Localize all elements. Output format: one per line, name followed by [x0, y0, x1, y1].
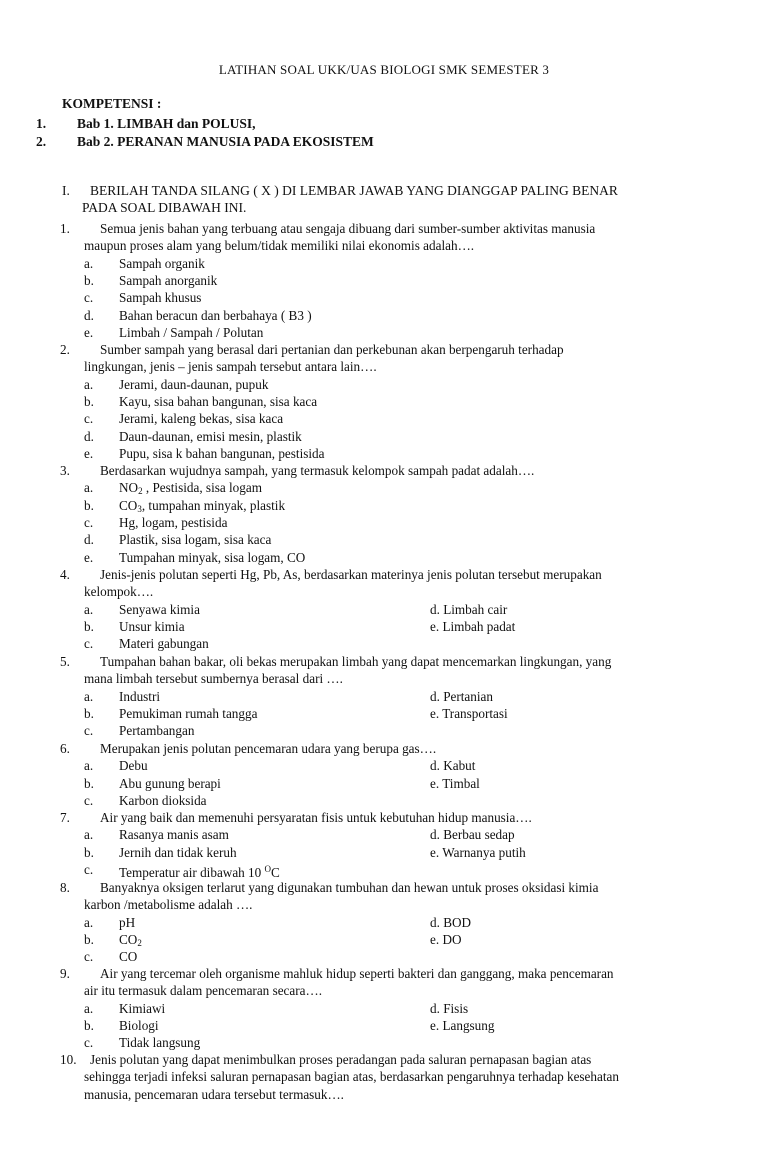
answer-option-right: d. Limbah cair [430, 601, 508, 617]
option-label: a. [84, 758, 94, 774]
question-number: 9. [60, 966, 70, 981]
option-text: Karbon dioksida [119, 792, 207, 808]
option-label: b. [84, 844, 94, 860]
question-text-line: Tumpahan bahan bakar, oli bekas merupakan limbah yang dapat mencemarkan lingkungan, yang [100, 654, 612, 669]
option-label: a. [84, 376, 94, 392]
question-number: 4. [60, 567, 70, 582]
question-text-line: Semua jenis bahan yang terbuang atau sengaja dibuang dari sumber-sumber aktivitas manusia [100, 221, 596, 236]
kompetensi-item-number: 2. [36, 134, 47, 149]
answer-option-right: e. DO [430, 931, 462, 947]
instruction-line: PADA SOAL DIBAWAH INI. [82, 200, 247, 215]
option-label: c. [84, 861, 94, 877]
question-text-line: Jenis polutan yang dapat menimbulkan proses peradangan pada saluran pernapasan bagian atas [90, 1052, 592, 1067]
option-label: b. [84, 393, 94, 409]
option-text: Pertambangan [119, 723, 195, 739]
kompetensi-item-text: Bab 2. PERANAN MANUSIA PADA EKOSISTEM [77, 134, 374, 149]
option-text: $CO_3$, tumpahan minyak, plastik [119, 497, 286, 514]
option-text: Bahan beracun dan berbahaya ( B3 ) [119, 307, 312, 323]
page-title: LATIHAN SOAL UKK/UAS BIOLOGI SMK SEMESTER 3 [218, 62, 550, 77]
option-text: pH [119, 914, 136, 930]
option-text: Jernih dan tidak keruh [119, 844, 237, 860]
question-text-line: sehingga terjadi infeksi saluran pernapasan bagian atas, berdasarkan pengaruhnya terhadap kesehatan [84, 1069, 619, 1085]
option-label: b. [84, 931, 94, 947]
kompetensi-item-text: Bab 1. LIMBAH dan POLUSI, [77, 116, 256, 131]
question-text-line: kelompok…. [84, 584, 154, 600]
option-label: e. [84, 324, 94, 340]
question-text-line: karbon /metabolisme adalah …. [84, 897, 253, 913]
question-text-line: Banyaknya oksigen terlarut yang digunakan tumbuhan dan hewan untuk proses oksidasi kimia [100, 880, 599, 895]
question-text-line: lingkungan, jenis – jenis sampah tersebut antara lain…. [84, 359, 377, 375]
question-number: 5. [60, 654, 70, 669]
question-number: 10. [60, 1052, 77, 1067]
question-number: 3. [60, 463, 70, 478]
option-text: Limbah / Sampah / Polutan [119, 324, 264, 340]
option-text: Tidak langsung [119, 1035, 201, 1051]
option-label: b. [84, 272, 94, 288]
option-label: a. [84, 914, 94, 930]
option-text: Rasanya manis asam [119, 827, 229, 843]
option-text: Daun-daunan, emisi mesin, plastik [119, 428, 302, 444]
option-text: Pupu, sisa k bahan bangunan, pestisida [119, 445, 325, 461]
option-text: Tumpahan minyak, sisa logam, CO [119, 549, 306, 565]
option-label: c. [84, 792, 94, 808]
option-label: a. [84, 480, 94, 496]
question-text-line: manusia, pencemaran udara tersebut termasuk…. [84, 1086, 344, 1102]
question-text-line: Sumber sampah yang berasal dari pertanian dan perkebunan akan berpengaruh terhadap [100, 342, 564, 357]
question-text-line: Air yang baik dan memenuhi persyaratan fisis untuk kebutuhan hidup manusia…. [100, 810, 532, 825]
question-text-line: Air yang tercemar oleh organisme mahluk hidup seperti bakteri dan ganggang, maka pencemaran [100, 966, 614, 981]
answer-option-right: d. Kabut [430, 758, 476, 774]
option-text: Plastik, sisa logam, sisa kaca [119, 532, 272, 548]
question-text-line: Berdasarkan wujudnya sampah, yang termasuk kelompok sampah padat adalah…. [100, 463, 535, 478]
answer-option-right: d. BOD [430, 914, 472, 930]
option-text: Biologi [119, 1017, 159, 1033]
question-text-line: air itu termasuk dalam pencemaran secara…. [84, 983, 322, 999]
instruction-number: I. [62, 183, 70, 198]
answer-option-right: e. Langsung [430, 1017, 495, 1033]
option-label: c. [84, 411, 94, 427]
question-text-line: Jenis-jenis polutan seperti Hg, Pb, As, berdasarkan materinya jenis polutan tersebut merupakan [100, 567, 602, 582]
option-label: e. [84, 549, 94, 565]
option-text: Sampah khusus [119, 290, 202, 306]
answer-option-right: e. Limbah padat [430, 618, 516, 634]
question-number: 7. [60, 810, 70, 825]
option-label: d. [84, 307, 94, 323]
option-label: b. [84, 775, 94, 791]
kompetensi-heading: KOMPETENSI : [62, 96, 162, 111]
question-text-line: Merupakan jenis polutan pencemaran udara yang berupa gas…. [100, 741, 437, 756]
option-text: CO [119, 949, 138, 965]
question-number: 6. [60, 741, 70, 756]
option-label: a. [84, 1000, 94, 1016]
question-text-line: maupun proses alam yang belum/tidak memiliki nilai ekonomis adalah…. [84, 238, 475, 254]
option-label: c. [84, 723, 94, 739]
option-text: Temperatur air dibawah 10 $^O$C [119, 863, 280, 880]
option-text: Jerami, daun-daunan, pupuk [119, 376, 269, 392]
answer-option-right: e. Transportasi [430, 705, 508, 721]
option-label: c. [84, 1035, 94, 1051]
option-text: Senyawa kimia [119, 601, 200, 617]
option-text: Industri [119, 688, 161, 704]
option-text: Materi gabungan [119, 636, 209, 652]
answer-option-right: d. Fisis [430, 1000, 469, 1016]
option-label: d. [84, 532, 94, 548]
question-text-line: mana limbah tersebut sumbernya berasal dari …. [84, 671, 343, 687]
answer-option-right: d. Pertanian [430, 688, 493, 704]
option-text: $NO_2$ , Pestisida, sisa logam [119, 480, 262, 497]
kompetensi-item-number: 1. [36, 116, 47, 131]
question-number: 8. [60, 880, 70, 895]
option-text: Hg, logam, pestisida [119, 514, 228, 530]
option-text: Kimiawi [119, 1000, 166, 1016]
option-label: a. [84, 827, 94, 843]
option-label: a. [84, 601, 94, 617]
answer-option-right: d. Berbau sedap [430, 827, 515, 843]
option-text: $CO_2$ [119, 931, 142, 948]
option-label: e. [84, 445, 94, 461]
option-label: c. [84, 949, 94, 965]
option-text: Pemukiman rumah tangga [119, 705, 258, 721]
option-text: Debu [119, 758, 148, 774]
option-label: b. [84, 497, 94, 513]
option-label: a. [84, 255, 94, 271]
option-text: Abu gunung berapi [119, 775, 221, 791]
option-label: d. [84, 428, 94, 444]
option-label: c. [84, 514, 94, 530]
answer-option-right: e. Timbal [430, 775, 480, 791]
option-label: c. [84, 636, 94, 652]
option-label: c. [84, 290, 94, 306]
instruction-line: BERILAH TANDA SILANG ( X ) DI LEMBAR JAWAB YANG DIANGGAP PALING BENAR [90, 183, 618, 198]
answer-option-right: e. Warnanya putih [430, 844, 526, 860]
option-text: Unsur kimia [119, 618, 185, 634]
question-number: 1. [60, 221, 70, 236]
question-number: 2. [60, 342, 70, 357]
option-label: a. [84, 688, 94, 704]
option-label: b. [84, 618, 94, 634]
option-label: b. [84, 705, 94, 721]
option-label: b. [84, 1017, 94, 1033]
option-text: Sampah organik [119, 255, 205, 271]
option-text: Jerami, kaleng bekas, sisa kaca [119, 411, 284, 427]
option-text: Kayu, sisa bahan bangunan, sisa kaca [119, 393, 318, 409]
option-text: Sampah anorganik [119, 272, 218, 288]
